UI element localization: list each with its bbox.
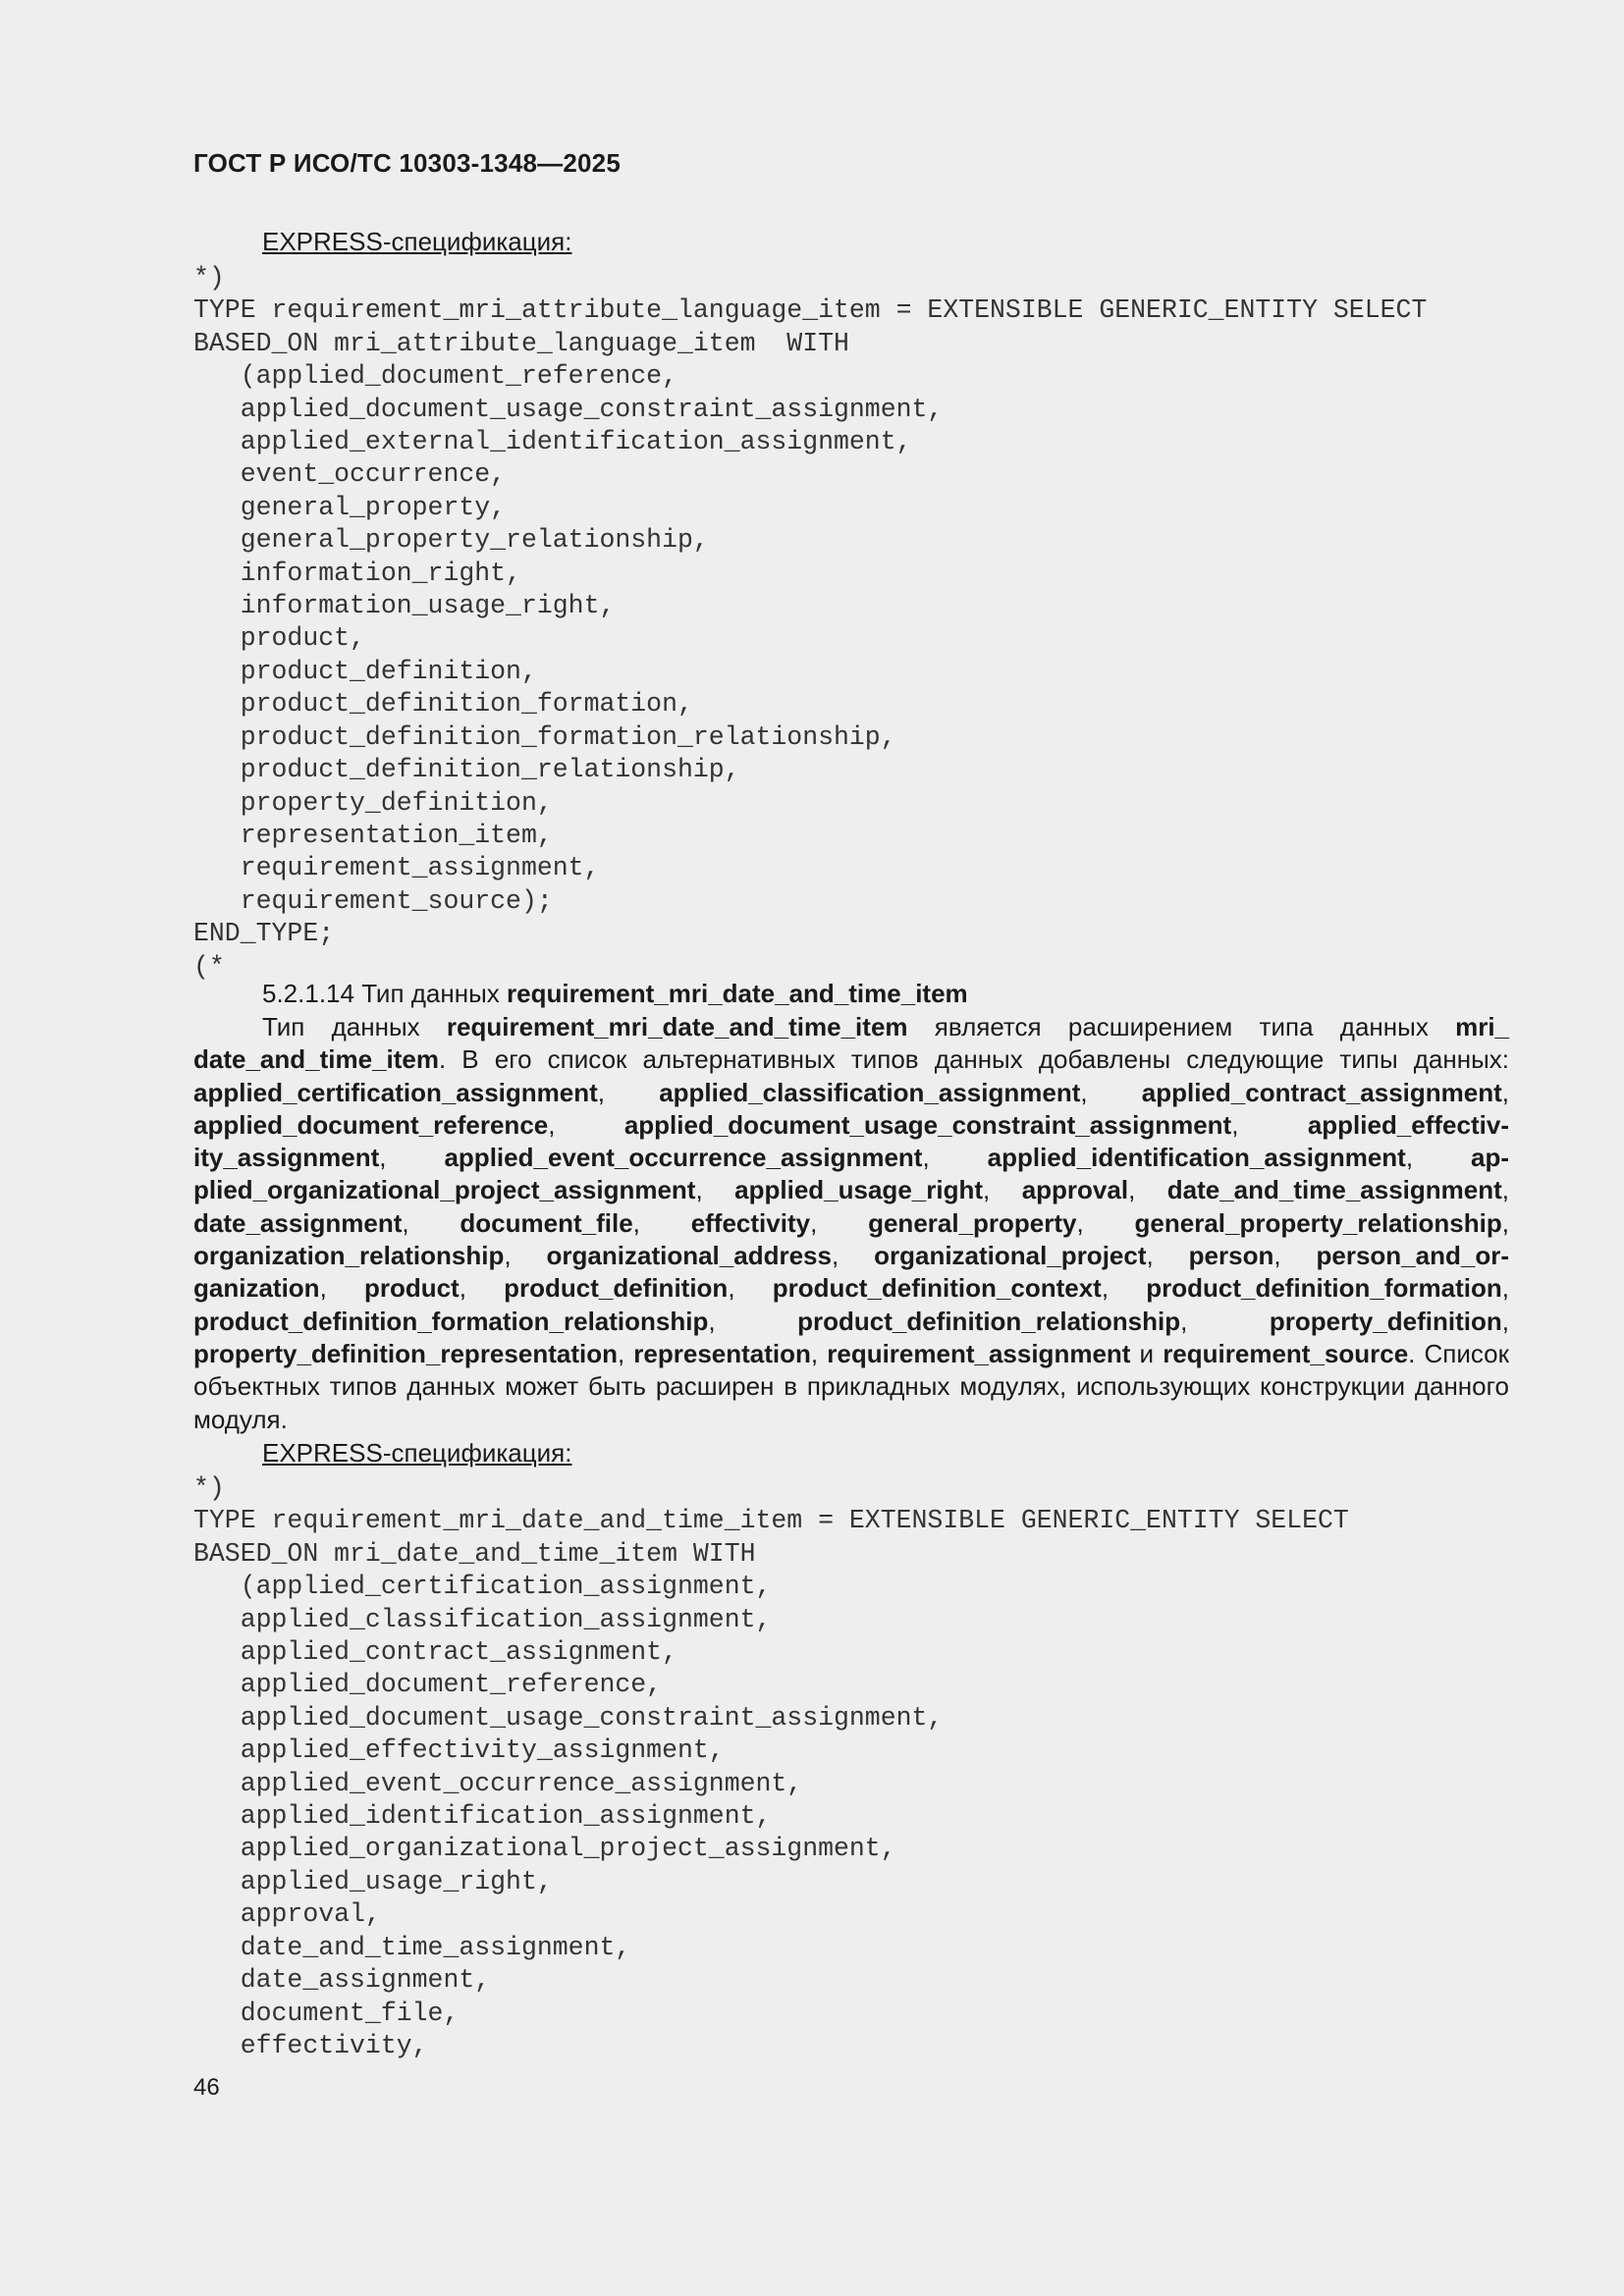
paragraph-text: ,: [1231, 1109, 1308, 1140]
type-name-bold: product_definition_formation_relationship: [193, 1306, 709, 1336]
paragraph-text: ,: [1273, 1241, 1317, 1271]
paragraph-text: ,: [459, 1273, 505, 1304]
type-name-bold: applied_document_reference: [193, 1109, 549, 1140]
subsection-number: 5.2.1.14 Тип данных: [262, 979, 508, 1008]
paragraph-text: ,: [1501, 1175, 1509, 1205]
paragraph-text: ,: [1180, 1306, 1270, 1336]
paragraph-text: ,: [1101, 1273, 1147, 1304]
type-name-bold: applied_event_occurrence_assignment: [444, 1143, 923, 1173]
paragraph-text: ,: [1080, 1077, 1142, 1107]
paragraph-text: ,: [1405, 1143, 1471, 1173]
paragraph-text: ,: [1128, 1175, 1167, 1205]
type-name-bold: applied_organizational_project_assignment: [193, 1143, 1510, 1205]
paragraph-text: ,: [632, 1207, 691, 1238]
paragraph-text: ,: [983, 1175, 1022, 1205]
express-code-block: *) TYPE requirement_mri_date_and_time_item = EXTENSIBLE GENERIC_ENTITY SELECT BASED_ON mri_date_and_time_item WITH (applied_certification_assignment, applied_classification_assignment, applied_contract_assignment, applied_document_reference, applied_document_usage_constraint_assignment, applied_effectivity_assignment, applied_event_occurrence_assignment, applied_identification_assignment, applied_organizational_project_assignment, applied_usage_right, approval, date_and_time_assignment, date_assignment, document_file, effectivity,: [193, 1473, 1349, 2060]
paragraph-text: . Список объектных типов данных может быть расширен в прикладных модулях, использующих конструкции данного модуля.: [193, 1338, 1509, 1434]
type-name-bold: general_property_relationship: [1134, 1207, 1502, 1238]
paragraph-text: ,: [1076, 1207, 1135, 1238]
paragraph-text: ,: [728, 1273, 773, 1304]
paragraph-text: и: [1130, 1338, 1164, 1368]
paragraph-text: ,: [810, 1207, 869, 1238]
paragraph-text: ,: [1501, 1306, 1510, 1336]
type-name-bold: applied_identification_assignment: [987, 1143, 1406, 1173]
type-name-bold: product_definition: [504, 1273, 729, 1304]
type-name-bold: applied_contract_assignment: [1141, 1077, 1502, 1107]
paragraph-text: ,: [1501, 1273, 1509, 1304]
type-name-bold: property_definition_representation: [193, 1338, 618, 1368]
subsection-heading: [262, 979, 968, 1009]
type-name-bold: representation: [633, 1338, 811, 1368]
paragraph-text: ,: [1146, 1241, 1189, 1271]
type-name-bold: product_definition_formation: [1146, 1273, 1502, 1304]
paragraph-text: ,: [597, 1077, 660, 1107]
paragraph-text: . В его список альтернативных типов данных добавлены следующие типы данных:: [438, 1044, 1509, 1075]
type-name-bold: organization_relationship: [193, 1241, 505, 1271]
paragraph-text: ,: [319, 1273, 364, 1304]
type-name-bold: applied_document_usage_constraint_assignment: [623, 1109, 1232, 1140]
type-name-bold: requirement_source: [1163, 1338, 1409, 1368]
paragraph-text: ,: [1501, 1077, 1509, 1107]
type-name-bold: effectivity: [690, 1207, 811, 1238]
type-name-bold: requirement_assignment: [827, 1338, 1131, 1368]
paragraph-text: ,: [708, 1306, 798, 1336]
type-name-bold: organizational_address: [546, 1241, 832, 1271]
express-code-block: *) TYPE requirement_mri_attribute_language_item = EXTENSIBLE GENERIC_ENTITY SELECT BASED_ON mri_attribute_language_item WITH (applied_document_reference, applied_document_usage_constraint_assignment, applied_external_identification_assignment, event_occurrence, general_property, general_property_relationship, information_right, information_usage_right, product, product_definition, product_definition_formation, product_definition_formation_relationship, product_definition_relationship, property_definition, representation_item, requirement_assignment, requirement_source); END_TYPE; (*: [193, 263, 1428, 982]
document-header: ГОСТ Р ИСО/ТС 10303-1348—2025: [193, 148, 622, 178]
type-name-bold: approval: [1021, 1175, 1129, 1205]
paragraph-text: ,: [504, 1241, 547, 1271]
paragraph-text: ,: [922, 1143, 988, 1173]
type-name-bold: person_and_organization: [193, 1241, 1509, 1304]
paragraph-text: ,: [831, 1241, 875, 1271]
type-name-bold: applied_certification_assignment: [193, 1077, 598, 1107]
type-name-bold: general_property: [868, 1207, 1077, 1238]
type-name-bold: organizational_project: [874, 1241, 1147, 1271]
paragraph-text: ,: [1501, 1207, 1509, 1238]
paragraph-text: ,: [402, 1207, 460, 1238]
paragraph-text: ,: [695, 1175, 735, 1205]
type-name-bold: product: [363, 1273, 460, 1304]
page-number: 46: [193, 2074, 220, 2101]
paragraph-text: ,: [548, 1109, 624, 1140]
type-name-bold: document_file: [460, 1207, 633, 1238]
paragraph-text: является расширением типа данных: [907, 1012, 1456, 1041]
type-name-bold: date_assignment: [193, 1207, 403, 1238]
type-name-bold: property_definition: [1269, 1306, 1502, 1336]
type-name-bold: mri_​date_and_time_item: [193, 1012, 1509, 1075]
paragraph-text: Тип данных: [262, 1012, 447, 1041]
paragraph-text: ,: [379, 1143, 445, 1173]
type-name-bold: requirement_mri_date_and_time_item: [446, 1012, 908, 1041]
paragraph-text: ,: [810, 1338, 828, 1368]
type-name-bold: person: [1188, 1241, 1274, 1271]
type-name-bold: product_definition_context: [772, 1273, 1102, 1304]
express-spec-label: EXPRESS-спецификация:: [262, 1438, 572, 1468]
type-name-bold: product_definition_relationship: [797, 1306, 1181, 1336]
description-paragraph: [193, 1011, 1509, 1436]
paragraph-text: ,: [617, 1338, 634, 1368]
type-name-bold: applied_usage_right: [734, 1175, 983, 1205]
express-spec-label: EXPRESS-спецификация:: [262, 227, 572, 256]
type-name-bold: applied_effectivity_assignment: [193, 1109, 1509, 1173]
subsection-type-name: requirement_mri_date_and_time_item: [507, 979, 968, 1008]
type-name-bold: applied_classification_assignment: [659, 1077, 1081, 1107]
type-name-bold: date_and_time_assignment: [1166, 1175, 1502, 1205]
